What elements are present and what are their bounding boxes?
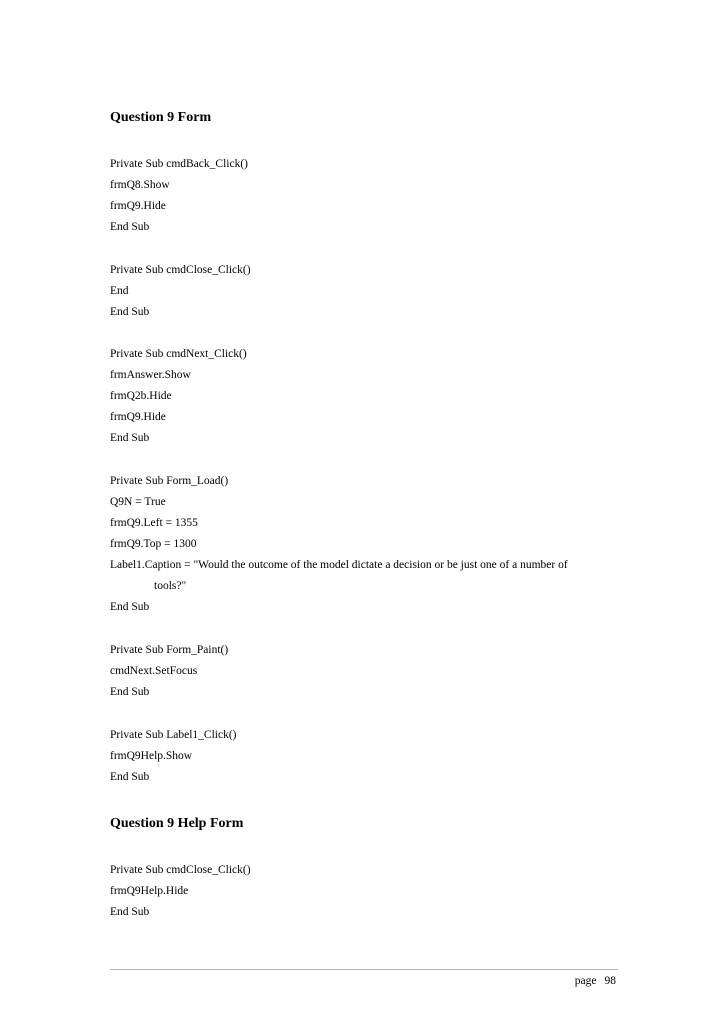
- code-line: Private Sub Label1_Click(): [110, 729, 237, 741]
- code-line-continuation: tools?": [154, 580, 187, 592]
- code-line: Private Sub cmdNext_Click(): [110, 348, 247, 360]
- section-heading-question-9-form: Question 9 Form: [110, 110, 212, 125]
- code-line: frmQ9.Left = 1355: [110, 517, 198, 529]
- code-line: End: [110, 285, 129, 297]
- page-number: 98: [604, 975, 616, 987]
- code-line: End Sub: [110, 686, 150, 698]
- code-line: End Sub: [110, 906, 150, 918]
- code-line: frmQ9.Hide: [110, 200, 166, 212]
- code-line: frmQ2b.Hide: [110, 390, 172, 402]
- code-line: End Sub: [110, 601, 150, 613]
- code-line: cmdNext.SetFocus: [110, 665, 198, 677]
- code-line: frmQ8.Show: [110, 179, 170, 191]
- page-footer: [575, 975, 616, 987]
- code-line: Private Sub Form_Paint(): [110, 644, 229, 656]
- page-label: page: [574, 975, 597, 987]
- code-line: End Sub: [110, 432, 150, 444]
- code-line: End Sub: [110, 306, 150, 318]
- code-line: Private Sub cmdBack_Click(): [110, 158, 248, 170]
- code-line: End Sub: [110, 771, 150, 783]
- code-line: Private Sub cmdClose_Click(): [110, 264, 251, 276]
- code-line: frmQ9.Hide: [110, 411, 166, 423]
- section-heading-question-9-help-form: Question 9 Help Form: [110, 816, 244, 831]
- code-line: End Sub: [110, 221, 150, 233]
- code-line: frmQ9Help.Hide: [110, 885, 189, 897]
- code-line: Label1.Caption = "Would the outcome of the model dictate a decision or be just one of a number of: [110, 559, 568, 571]
- code-line: frmAnswer.Show: [110, 369, 191, 381]
- footer-divider: [110, 969, 618, 970]
- code-line: Private Sub Form_Load(): [110, 475, 229, 487]
- code-line: frmQ9.Top = 1300: [110, 538, 197, 550]
- code-line: Q9N = True: [110, 496, 166, 508]
- code-line: frmQ9Help.Show: [110, 750, 193, 762]
- code-line: Private Sub cmdClose_Click(): [110, 864, 251, 876]
